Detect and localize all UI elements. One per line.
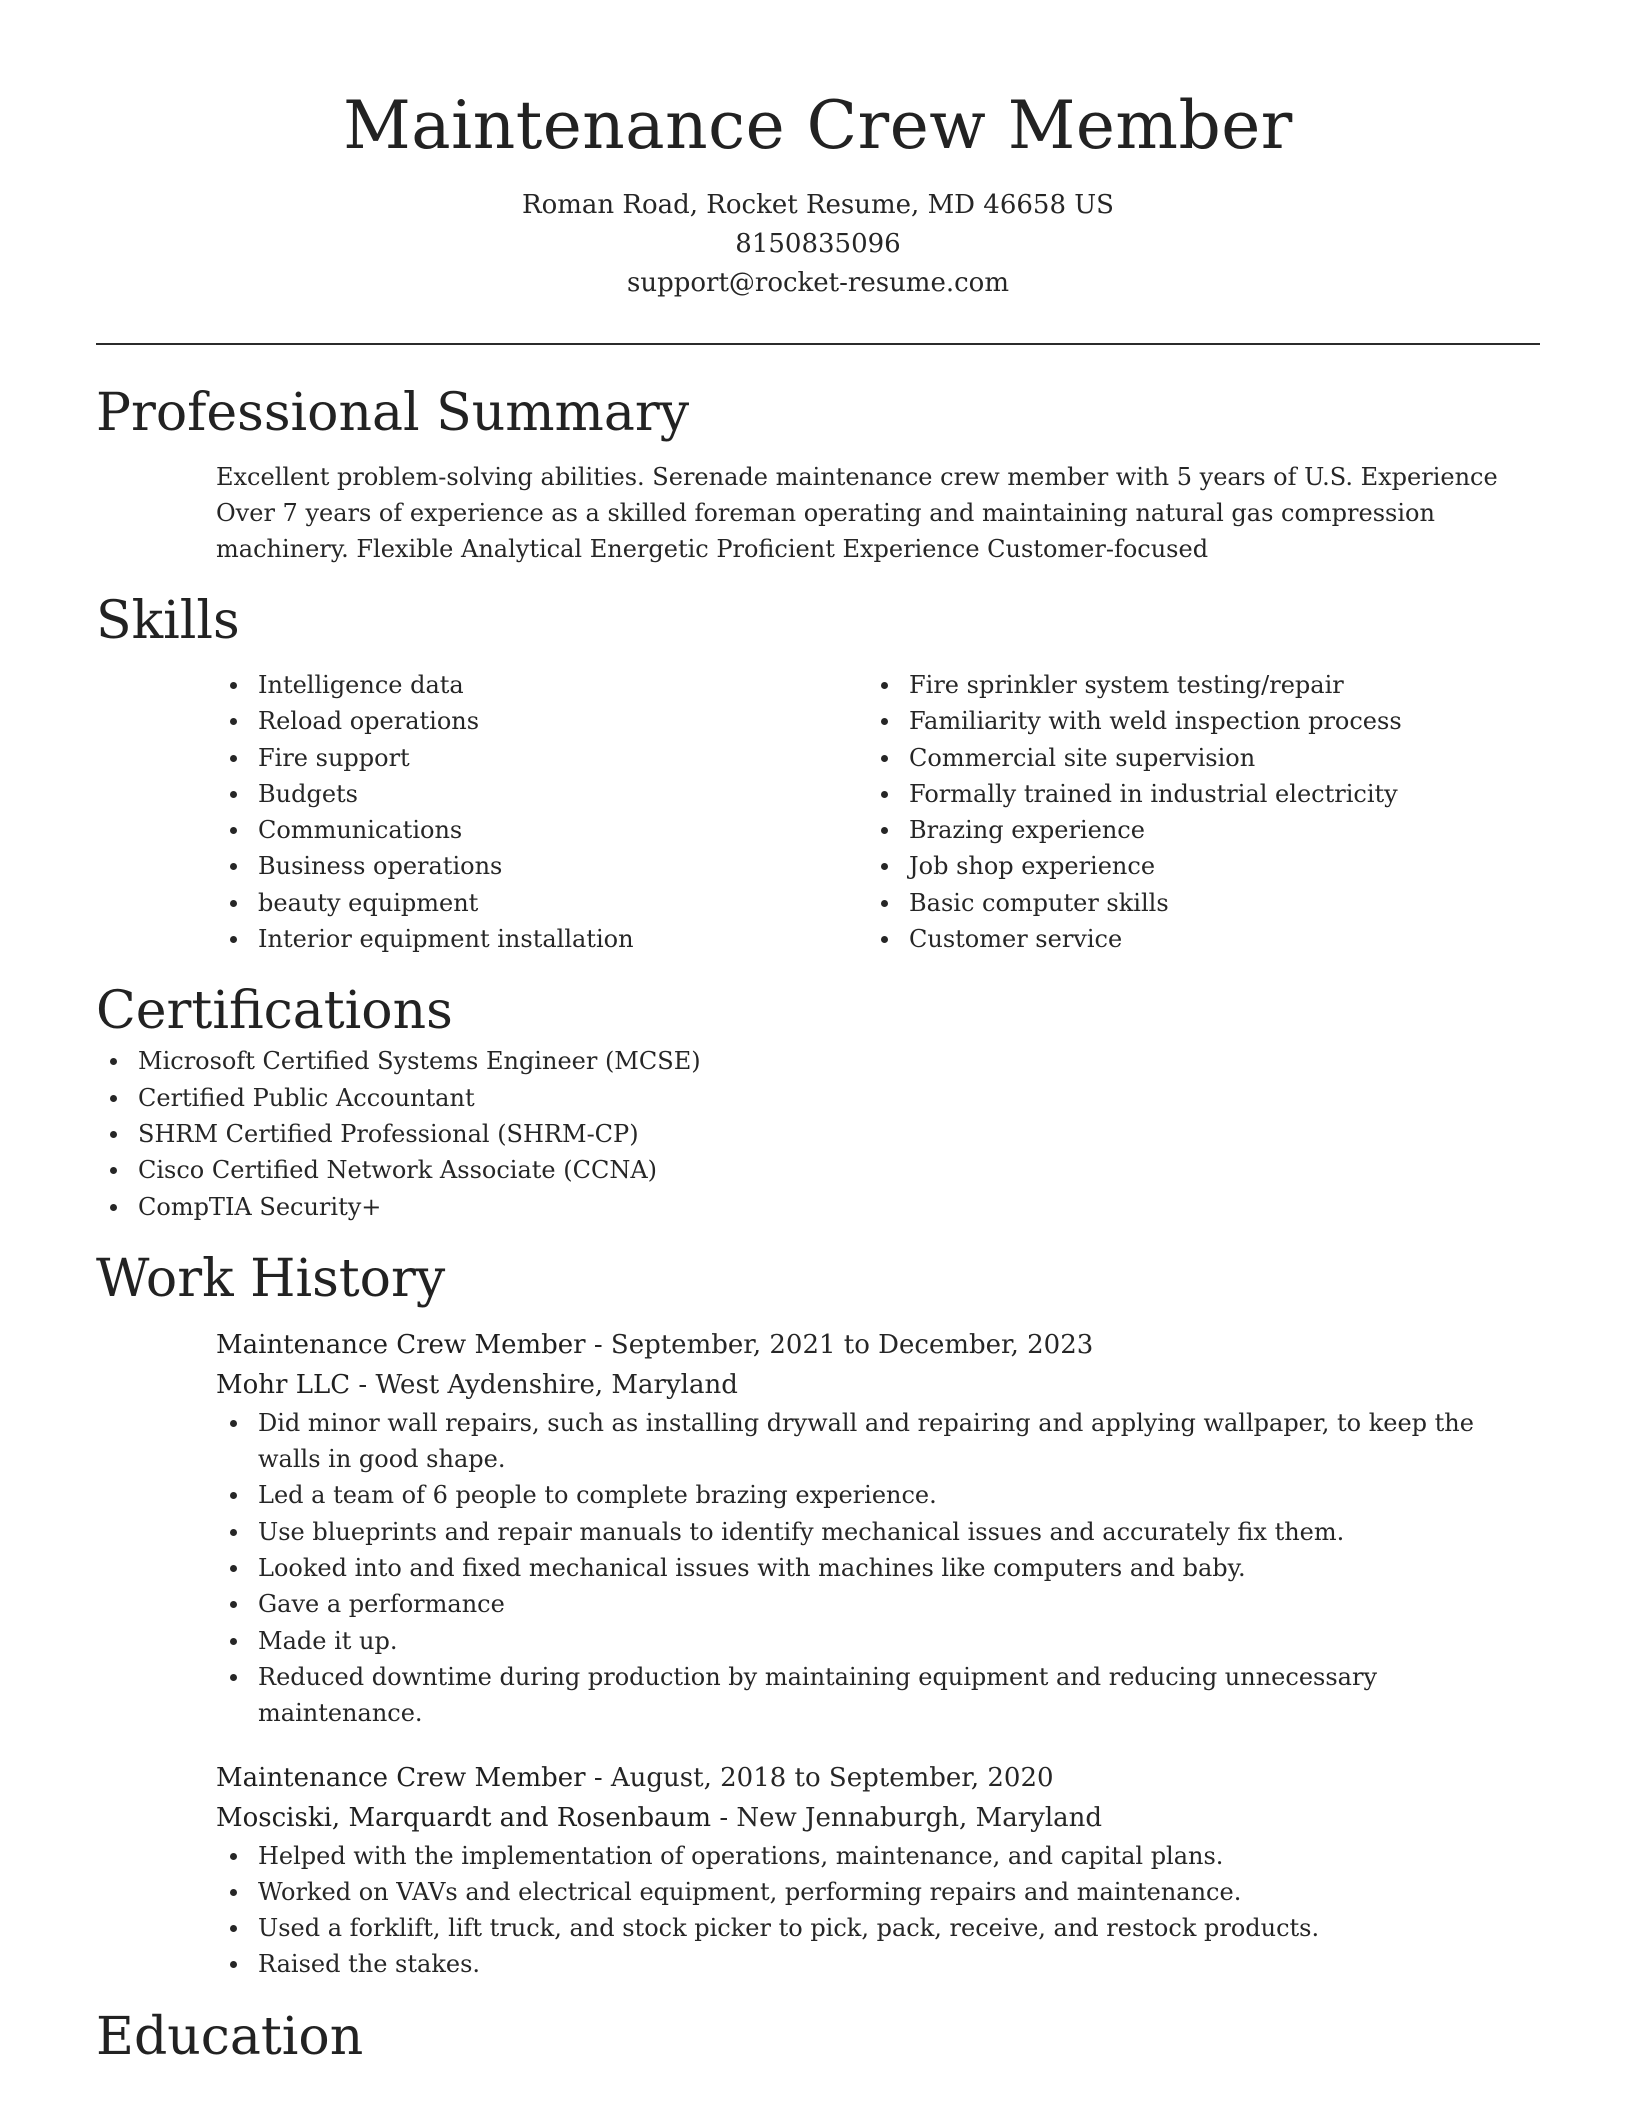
education-heading: Education — [96, 2006, 364, 2067]
skill-item: Budgets — [216, 776, 867, 812]
skill-item: Familiarity with weld inspection process — [867, 703, 1540, 739]
job-role: Maintenance Crew Member — [216, 1329, 586, 1360]
certification-item: SHRM Certified Professional (SHRM-CP) — [96, 1116, 1540, 1152]
job-duties-list — [216, 1405, 1540, 1732]
skill-item: Commercial site supervision — [867, 740, 1540, 776]
job-location: - New Jennaburgh, Maryland — [711, 1802, 1103, 1833]
header-divider — [96, 343, 1540, 345]
contact-address: Roman Road, Rocket Resume, MD 46658 US — [522, 190, 1114, 220]
job-duty-item: Reduced downtime during production by maintaining equipment and reducing unnecessary maintenance. — [216, 1659, 1540, 1732]
job-duty-item: Looked into and fixed mechanical issues with machines like computers and baby. — [216, 1550, 1540, 1586]
job-duties-list — [216, 1838, 1540, 1983]
skill-item: Intelligence data — [216, 667, 867, 703]
skill-item: Formally trained in industrial electricity — [867, 776, 1540, 812]
job-company: Mohr LLC — [216, 1369, 351, 1400]
skills-grid — [216, 667, 1540, 957]
certification-item: Microsoft Certified Systems Engineer (MCSE) — [96, 1043, 1540, 1079]
contact-block — [96, 186, 1540, 303]
skill-item: Communications — [216, 812, 867, 848]
contact-email: support@rocket-resume.com — [626, 268, 1009, 298]
job-duty-item: Worked on VAVs and electrical equipment, performing repairs and maintenance. — [216, 1874, 1540, 1910]
skill-item: Customer service — [867, 921, 1540, 957]
skill-item: Reload operations — [216, 703, 867, 739]
skill-item: Job shop experience — [867, 848, 1540, 884]
job-duty-item: Gave a performance — [216, 1586, 1540, 1622]
skills-column-2 — [867, 667, 1540, 957]
job-location: - West Aydenshire, Maryland — [350, 1369, 738, 1400]
job-duty-item: Did minor wall repairs, such as installing drywall and repairing and applying wallpaper, to keep the walls in good shape. — [216, 1405, 1540, 1478]
job-role: Maintenance Crew Member — [216, 1762, 586, 1793]
skills-column-1 — [216, 667, 867, 957]
job-duty-item: Led a team of 6 people to complete brazing experience. — [216, 1477, 1540, 1513]
skill-item: beauty equipment — [216, 885, 867, 921]
skills-heading: Skills — [96, 591, 240, 651]
job-dates: - September, 2021 to December, 2023 — [585, 1329, 1094, 1360]
job-entry — [216, 1758, 1540, 1983]
work-history-heading: Work History — [96, 1248, 446, 1309]
job-title-line — [216, 1325, 1540, 1365]
job-duty-item: Use blueprints and repair manuals to identify mechanical issues and accurately fix them. — [216, 1514, 1540, 1550]
summary-heading: Professional Summary — [96, 383, 690, 443]
job-dates: - August, 2018 to September, 2020 — [585, 1762, 1054, 1793]
job-duty-item: Made it up. — [216, 1623, 1540, 1659]
skill-item: Business operations — [216, 848, 867, 884]
job-entry — [216, 1325, 1540, 1732]
job-duty-item: Helped with the implementation of operations, maintenance, and capital plans. — [216, 1838, 1540, 1874]
contact-phone: 8150835096 — [735, 229, 901, 259]
skill-item: Fire support — [216, 740, 867, 776]
skill-item: Interior equipment installation — [216, 921, 867, 957]
job-company: Mosciski, Marquardt and Rosenbaum — [216, 1802, 712, 1833]
certifications-heading: Certifications — [96, 981, 453, 1042]
skill-item: Fire sprinkler system testing/repair — [867, 667, 1540, 703]
certification-item: Certified Public Accountant — [96, 1080, 1540, 1116]
job-title-line — [216, 1758, 1540, 1798]
candidate-name: Maintenance Crew Member — [343, 87, 1293, 164]
job-company-line — [216, 1365, 1540, 1405]
skill-item: Basic computer skills — [867, 885, 1540, 921]
job-duty-item: Raised the stakes. — [216, 1946, 1540, 1982]
resume-page — [96, 0, 1540, 2069]
job-duty-item: Used a forklift, lift truck, and stock picker to pick, pack, receive, and restock products. — [216, 1910, 1540, 1946]
job-company-line — [216, 1798, 1540, 1838]
certification-item: CompTIA Security+ — [96, 1189, 1540, 1225]
certifications-list — [96, 1043, 1540, 1224]
skill-item: Brazing experience — [867, 812, 1540, 848]
certification-item: Cisco Certified Network Associate (CCNA) — [96, 1152, 1540, 1188]
summary-text: Excellent problem-solving abilities. Serenade maintenance crew member with 5 years of U.S. Experience Over 7 years of experience as a skilled foreman operating and maintaining natural gas compression machinery. Flexible Analytical Energetic Proficient Experience Customer-focused — [216, 463, 1498, 563]
